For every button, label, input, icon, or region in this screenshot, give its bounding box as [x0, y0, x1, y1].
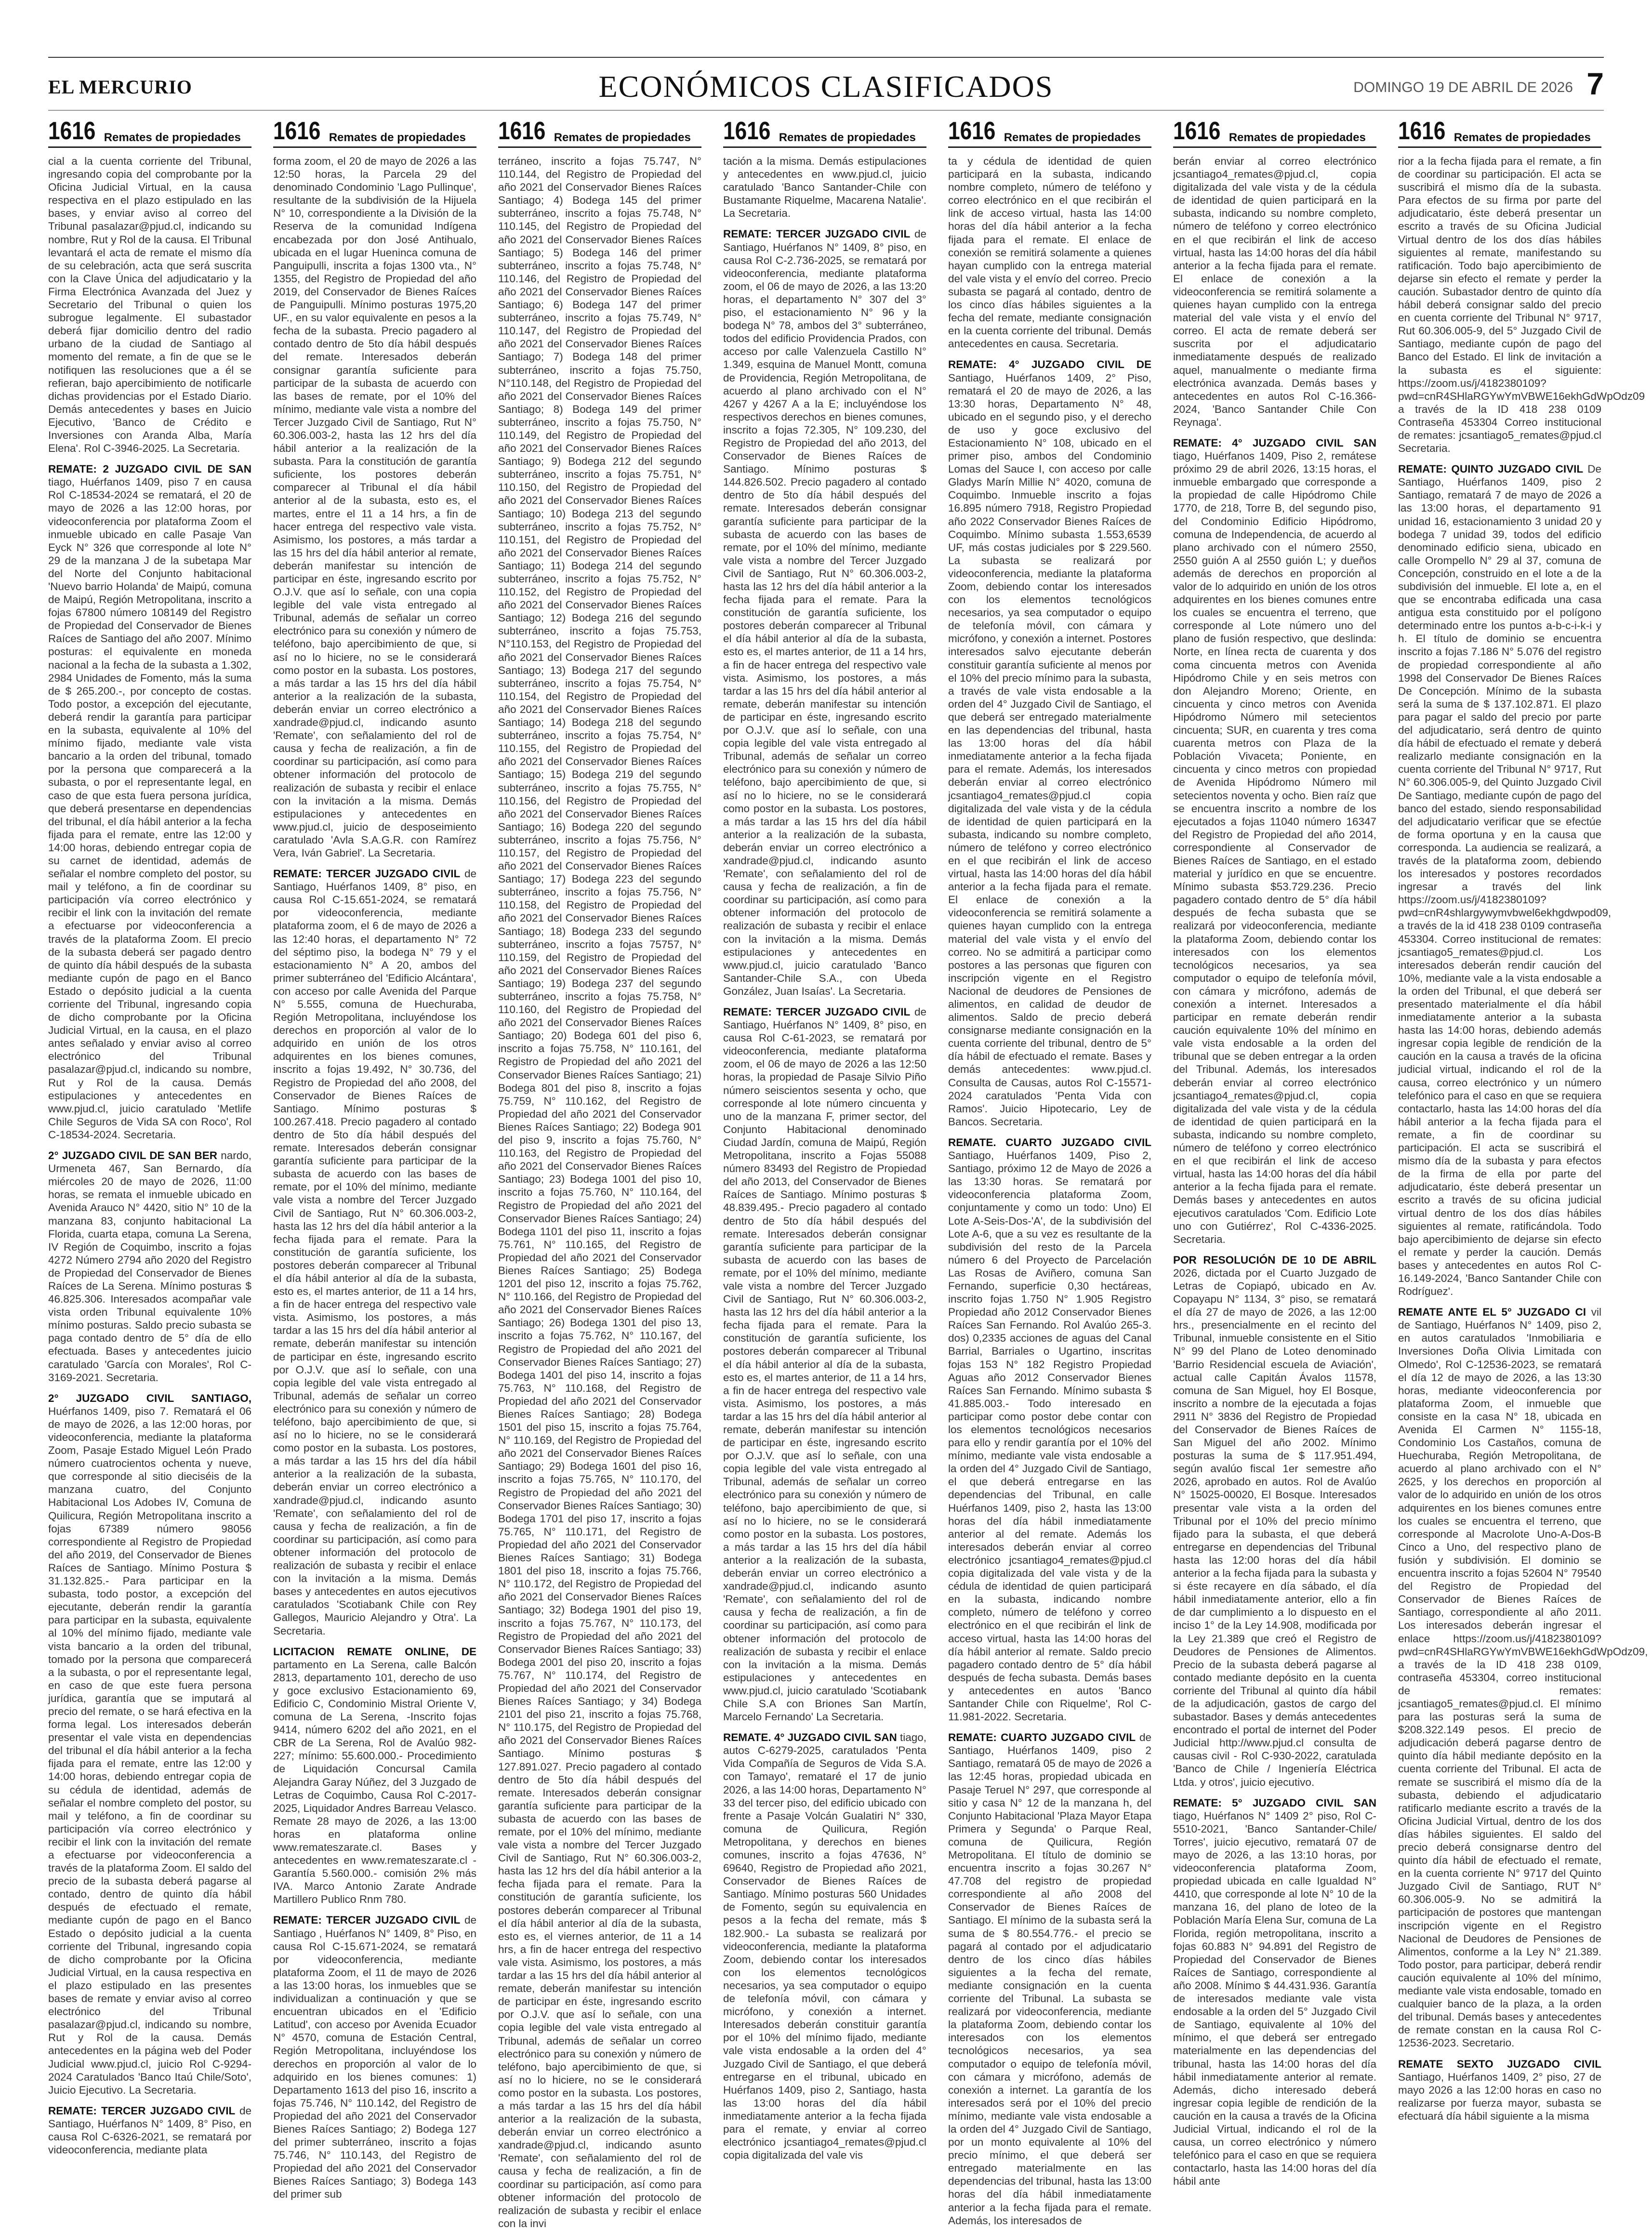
column-body	[498, 155, 701, 2230]
notice-lead: REMATE: TERCER JUZGADO CIVIL	[48, 2104, 239, 2117]
classified-column	[948, 116, 1151, 2227]
column-body	[1398, 155, 1648, 2123]
notice-lead: REMATE. CUARTO JUZGADO CIVIL	[948, 1136, 1151, 1148]
notice-lead: REMATE: 4° JUZGADO CIVIL DE	[948, 358, 1151, 371]
category-code: 1616	[948, 117, 996, 145]
classified-column	[273, 116, 476, 2201]
notice-text: tiago, Huérfanos 1409, piso 7 en causa Rol C-18534-2024 se rematará, el 20 de mayo de 2026 a las 12:00 horas, por videoconferencia por plataforma Zoom el inmueble ubicado en calle Pasaje Van Eyck N° 326 que corresponde al lote N° 29 de la manzana J de la subetapa Mar del Norte del Conjunto habitacional 'Nuevo barrio Holanda' de Maipú, comuna de Maipú, Región Metropolitana, inscrito a fojas 67800 número 108149 del Registro de Propiedad del Conservador de Bienes Raíces de Santiago del año 2007. Mínimo posturas: el equivalente en moneda nacional a la fecha de la subasta a 1.302, 2984 Unidades de Fomento, más la suma de $ 265.200.-, por concepto de costas. Todo postor, a excepción del ejecutante, deberá rendir la garantía para participar en la subasta, equivalente al 10% del mínimo fijado, mediante vale vista bancario a la orden del tribunal, tomado por la persona que comparecerá a la subasta, o por el representante legal, en caso de que esta fuera persona jurídica, que deberá presentarse en dependencias del tribunal, el día hábil anterior a la fecha fijada para el remate, entre las 12:00 y 14:00 horas, debiendo entregar copia de su carnet de identidad, además de señalar el nombre completo del postor, su mail y teléfono, a fin de coordinar su participación vía correo electrónico y recibir el link con la invitación del remate a efectuarse por videoconferencia a través de la plataforma Zoom. El precio de la subasta deberá ser pagado dentro de quinto día hábil después de la subasta mediante cupón de pago en el Banco Estado o depósito judicial a la cuenta corriente del Tribunal, ingresando copia de dicho comprobante por la Oficina Judicial Virtual, en la causa, en el plazo antes señalado y enviar aviso al correo electrónico del Tribunal pasalazar@pjud.cl, indicando su nombre, Rut y Rol de la causa. Demás estipulaciones y antecedentes en www.pjud.cl, juicio caratulado 'Metlife Chile Seguros de Vida SA con Roco', Rol C-18534-2024. Secretaria.	[48, 476, 251, 1141]
notice-text: vil de Santiago, Huérfanos N° 1409, piso 2, en autos caratulados 'Inmobiliaria e Inversiones Doña Olivia Limitada con Olmedo', Rol C-12536-2023, se rematará el día 12 de mayo de 2026, a las 13:30 horas, mediante videoconferencia por plataforma Zoom, el inmueble que consiste en la casa N° 18, ubicada en Avenida El Carmen N° 1155-18, Condominio Los Castaños, comuna de Huechuraba, Región Metropolitana, de acuerdo al plano archivado con el N° 2625, y los derechos en proporción al valor de lo adquirido en unión de los otros adquirentes en los bienes comunes entre los cuales se encuentra el terreno, que corresponde al Macrolote Uno-A-Dos-B Cinco a Uno, del respectivo plano de fusión y subdivisión. El dominio se encuentra inscrito a fojas 52604 N° 79540 del Registro de Propiedad del Conservador de Bienes Raíces de Santiago, correspondiente al año 2011. Los interesados deberán ingresar el enlace https://zoom.us/j/4182380109?pwd=cnR4SHlaRGYwYmVBWE16ekhGdWpOdz09, a través de la ID 418 238 0109, contraseña 453304, correo institucional de remates: jcsantiago5_remates@pjud.cl. El mínimo para las posturas será la suma de $208.322.149 pesos. El precio de adjudicación deberá pagarse dentro de quinto día hábil mediante depósito en la cuenta corriente del Tribunal. El acta de remate se suscribirá el mismo día de la subasta, debiendo el adjudicatario ratificarlo mediante escrito a través de la Oficina Judicial Virtual, dentro de los dos días hábiles siguientes. El saldo del precio deberá consignarse dentro del quinto día hábil de efectuado el remate, en la cuenta corriente N° 9717 del Quinto Juzgado Civil de Santiago, RUT N° 60.306.005-9. No se admitirá la participación de postores que mantengan inscripción vigente en el Registro Nacional de Deudores de Pensiones de Alimentos, conforme a la Ley N° 21.389. Todo postor, para participar, deberá rendir caución equivalente al 10% del mínimo, mediante vale vista endosable, tomado en cualquier banco de la plaza, a la orden del tribunal. Demás bases y antecedentes de remate constan en la causa Rol C-12536-2023. Secretario.	[1398, 1306, 1648, 2049]
column-body	[48, 155, 251, 2156]
notice-lead: REMATE: 5° JUZGADO CIVIL SAN	[1173, 1796, 1376, 1809]
notice-lead: REMATE: CUARTO JUZGADO CIVIL	[948, 1731, 1139, 1744]
masthead-rule	[48, 110, 1604, 111]
category-code: 1616	[498, 117, 546, 145]
column-header	[1398, 116, 1601, 148]
classified-notice	[48, 2104, 251, 2156]
classified-column	[723, 116, 927, 2162]
classifieds-columns	[48, 116, 1648, 2230]
notice-text: forma zoom, el 20 de mayo de 2026 a las 12:50 horas, la Parcela 29 del denominado Condominio 'Lago Pullinque', resultante de la subdivisión de la Hijuela N° 10, correspondiente a la División de la Reserva de la comunidad Indígena encabezada por don José Antihualo, ubicada en el lugar Hueninca comuna de Panguipulli, inscrita a fojas 1300 vta., N° 1355, del Registro de Propiedad del año 2019, del Conservador de Bienes Raíces de Panguipulli. Mínimo posturas 1975,20 UF., en su valor equivalente en pesos a la fecha de la subasta. Precio pagadero al contado dentro de 5to día hábil después del remate. Interesados deberán consignar garantía suficiente para participar de la subasta de acuerdo con las bases de remate, por el 10% del mínimo, mediante vale vista a nombre del Tercer Juzgado Civil de Santiago, Rut N° 60.306.003-2, hasta las 12 hrs del día hábil anterior a la realización de la subasta. Para la constitución de garantía suficiente, los postores deberán comparecer al Tribunal el día hábil anterior al de la subasta, esto es, el martes, entre el 11 a 14 hrs, a fin de hacer entrega del respectivo vale vista. Asimismo, los postores, a más tardar a las 15 hrs del día hábil anterior al remate, deberán manifestar su intención de participar en éste, ingresando escrito por O.J.V. que así lo señale, con una copia legible del vale vista entregado al Tribunal, además de señalar un correo electrónico para su conexión y número de teléfono, bajo apercibimiento de que, si así no lo hiciere, no se le considerará como postor en la subasta. Los postores, a más tardar a las 15 hrs del día hábil anterior a la realización de la subasta, deberán enviar un correo electrónico a xandrade@pjud.cl, indicando asunto 'Remate', con señalamiento del rol de causa y fecha de realización, a fin de coordinar su participación, así como para obtener información del protocolo de realización de subasta y recibir el enlace con la invitación a la misma. Demás estipulaciones y antecedentes en www.pjud.cl, juicio de desposeimiento caratulado 'Avla S.A.G.R. con Ramírez Vera, Iván Gabriel'. La Secretaria.	[273, 155, 476, 859]
column-body	[723, 155, 926, 2162]
notice-text: de Santiago, Huérfanos N° 1409, 8° piso, en causa Rol C-61-2023, se rematará por videoconferencia, mediante plataforma zoom, el 06 de mayo de 2026 a las 12:50 horas, la propiedad de Pasaje Silvio Piño número seiscientos sesenta y ocho, que corresponde al lote número cincuenta y uno de la manzana F, primer sector, del Conjunto Habitacional denominado Ciudad Jardín, comuna de Maipú, Región Metropolitana, inscrito a Fojas 55088 número 83493 del Registro de Propiedad del año 2013, del Conservador de Bienes Raíces de Santiago. Mínimo posturas $ 48.839.495.- Precio pagadero al contado dentro de 5to día hábil después del remate. Interesados deberán consignar garantía suficiente para participar de la subasta de acuerdo con las bases de remate, por el 10% del mínimo, mediante vale vista a nombre del Tercer Juzgado Civil de Santiago, Rut N° 60.306.003-2, hasta las 12 hrs del día hábil anterior a la fecha fijada para el remate. Para la constitución de garantía suficiente, los postores deberán comparecer al Tribunal el día hábil anterior al día de la subasta, esto es, el martes anterior, de 11 a 14 hrs, a fin de hacer entrega del respectivo vale vista. Asimismo, los postores, a más tardar a las 15 hrs del día hábil anterior al remate, deberán manifestar su intención de participar en éste, ingresando escrito por O.J.V. que así lo señale, con una copia legible del vale vista entregado al Tribunal, además de señalar un correo electrónico para su conexión y número de teléfono, bajo apercibimiento de que, si así no lo hiciere, no se le considerará como postor en la subasta. Los postores, a más tardar a las 15 hrs del día hábil anterior a la realización de la subasta, deberán enviar un correo electrónico a xandrade@pjud.cl, indicando asunto 'Remate', con señalamiento del rol de causa y fecha de realización, a fin de coordinar su participación, así como para obtener información del protocolo de realización de subasta y recibir el enlace con la invitación a la misma. Demás estipulaciones y antecedentes en www.pjud.cl, juicio caratulado 'Scotiabank Chile S.A con Briones San Martín, Marcelo Fernando' La Secretaria.	[723, 1006, 926, 1723]
notice-text: rior a la fecha fijada para el remate, a fin de coordinar su participación. El acta se suscribirá el mismo día de la subasta. Para efectos de su firma por parte del adjudicatario, éste deberá presentar un escrito a través de su Oficina Judicial Virtual dentro de los dos días hábiles siguientes al remate, manifestando su ratificación. Todo bajo apercibimiento de dejarse sin efecto el remate y perder la caución. Subastador dentro de quinto día hábil deberá consignar saldo del precio en cuenta corriente del Tribunal N° 9717, Rut 60.306.005-9, del 5° Juzgado Civil de Santiago, mediante cupón de pago del Banco del Estado. El link de invitación a la subasta es el siguiente: https://zoom.us/j/4182380109?pwd=cnR4SHlaRGYwYmVBWE16ekhGdWpOdz09 a través de la ID 418 238 0109 Contraseña 453304 Correo institucional de remates: jcsantiago5_remates@pjud.cl Secretaria.	[1398, 155, 1645, 455]
classified-notice	[48, 155, 251, 455]
notice-lead: REMATE: 2 JUZGADO CIVIL DE SAN	[48, 463, 251, 475]
notice-lead: REMATE: TERCER JUZGADO CIVIL	[273, 868, 464, 880]
section-title: ECONÓMICOS CLASIFICADOS	[598, 69, 1054, 104]
classified-notice	[1398, 2058, 1601, 2123]
column-body	[948, 155, 1151, 2227]
notice-lead: REMATE. 4° JUZGADO CIVIL SAN	[723, 1731, 900, 1744]
classified-notice	[723, 1005, 926, 1723]
classified-notice	[1398, 1306, 1648, 2049]
classified-notice	[723, 227, 926, 998]
column-body	[273, 155, 476, 2201]
notice-text: De Santiago, Huérfanos 1409, piso 2 Santiago, rematará 7 de mayo de 2026 a las 13:00 horas, el departamento 91 unidad 16, estacionamiento 3 unidad 20 y bodega 7 unidad 39, todos del edificio denominado edificio siena, ubicado en calle Orompello N° 29 al 37, comuna de Concepción, construido en el lote a de la subdivisión del inmueble. El lote a, en el que se encontraba edificada una casa antigua esta constituido por el polígono determinado entre los puntos a-b-c-i-k-i y h. El título de dominio se encuentra inscrito a fojas 7.186 N° 5.076 del registro de propiedad correspondiente al año 1998 del Conservador De Bienes Raíces De Concepción. Mínimo de la subasta será la suma de $ 137.102.871. El plazo para pagar el saldo del precio por parte del adjudicatario, será dentro de quinto día hábil de efectuado el remate y deberá realizarlo mediante consignación en la cuenta corriente del Tribunal N° 9717, Rut N° 60.306.005-9, del Quinto Juzgado Civil De Santiago, mediante cupón de pago del banco del estado, siendo responsabilidad del adjudicatario verificar que se efectúe de forma oportuna y en la causa que corresponda. La audiencia se realizará, a través de la plataforma zoom, debiendo los interesados y postores recordados ingresar a través del link https://zoom.us/j/4182380109?pwd=cnR4shlargywymvbwel6ekhgdwpod09, a través de la id 418 238 0109 contraseña 453304. Correo institucional de remates: jcsantiago5_remates@pjud.cl. Los interesados deberán rendir caución del 10%, mediante vale a la vista endosable a la orden del Tribunal, el que deberá ser presentado materialmente el día hábil inmediatamente anterior a la subasta hasta las 14:00 horas, debiendo además ingresar copia legible de rendición de la caución en la causa a través de la oficina judicial virtual, indicando el rol de la causa, correo electrónico y un número telefónico para el caso en que se requiera contactarlo, hasta las 14:00 horas del día hábil anterior a la fecha fijada para el remate, a fin de coordinar su participación. El acta se suscribirá el mismo día de la subasta y para efectos de la firma de ella por parte del adjudicatario, éste deberá presentar un escrito a través de su oficina judicial virtual dentro de los dos días hábiles siguientes al remate, ratificándola. Todo bajo apercibimiento de dejarse sin efecto el remate y perder la caución. Demás bases y antecedentes en autos Rol C-16.149-2024, 'Banco Santander Chile con Rodríguez'.	[1398, 463, 1612, 1298]
page-number: 7	[1586, 66, 1604, 101]
column-header	[273, 116, 476, 148]
classified-column	[1398, 116, 1648, 2122]
classified-notice	[48, 462, 251, 1141]
top-rule	[48, 57, 1604, 58]
notice-lead: REMATE SEXTO JUZGADO CIVIL	[1398, 2058, 1601, 2070]
column-header	[723, 116, 926, 148]
classified-notice	[1173, 155, 1376, 429]
notice-text: tiago, autos C-6279-2025, caratulados 'Penta Vida Compañía de Seguros de Vida S.A. con Tamayo', remataré el 17 de junio 2026, a las 14:00 horas, Departamento N° 33 del tercer piso, del edificio ubicado con frente a Pasaje Volcán Gualatiri N° 330, comuna de Quilicura, Región Metropolitana, y derechos en bienes comunes, inscrito a fojas 47636, N° 69640, Registro de Propiedad año 2021, Conservador de Bienes Raíces de Santiago. Mínimo posturas 560 Unidades de Fomento, según su equivalencia en pesos a la fecha del remate, más $ 182.900.- La subasta se realizará por videoconferencia, mediante la plataforma Zoom, debiendo contar los interesados con los elementos tecnológicos necesarios, ya sea computador o equipo de telefonía móvil, con cámara y micrófono, y conexión a internet. Interesados deberán constituir garantía por el 10% del mínimo fijado, mediante vale vista endosable a la orden del 4° Juzgado Civil de Santiago, el que deberá entregarse en el tribunal, ubicado en Huérfanos 1409, piso 2, Santiago, hasta las 13:00 horas del día hábil inmediatamente anterior a la fecha fijada para el remate, y enviar al correo electrónico jcsantiago4_remates@pjud.cl copia digitalizada del vale vis	[723, 1731, 927, 2162]
classified-notice	[1173, 1796, 1376, 2188]
notice-lead: LICITACION REMATE ONLINE, DE	[273, 1645, 476, 1658]
notice-text: ta y cédula de identidad de quien participará en la subasta, indicando nombre completo, número de teléfono y correo electrónico en el que recibirán el link de acceso virtual, hasta las 14:00 horas del día hábil anterior a la fecha fijada para el remate. El enlace de conexión se remitirá solamente a quienes hayan cumplido con la entrega material del vale vista y el envío del correo. Precio subasta se pagará al contado, dentro de los cinco días hábiles siguientes a la fecha del remate, mediante consignación en la cuenta corriente del tribunal. Demás antecedentes en causa. Secretaria.	[948, 155, 1151, 350]
classified-notice	[948, 1136, 1151, 1723]
notice-text: de Santiago, Huérfanos N° 1409, 8° Piso, en causa Rol C-6326-2021, se rematará por videoconferencia, mediante plata	[48, 2104, 251, 2156]
notice-text: Huérfanos 1409, piso 7. Rematará el 06 de mayo de 2026, a las 12:00 horas, por videoconferencia, mediante la plataforma Zoom, Pasaje Estado Miguel León Prado número cuatrocientos ochenta y nueve, que corresponde al sitio dieciséis de la manzana cuatro, del Conjunto Habitacional Los Adobes IV, Comuna de Quilicura, Región Metropolitana inscrito a fojas 67389 número 98056 correspondiente al Registro de Propiedad del año 2019, del Conservador de Bienes Raíces de Santiago. Mínimo Postura $ 31.132.825.- Para participar en la subasta, todo postor, a excepción del ejecutante, deberán rendir la garantía para participar en la subasta, equivalente al 10% del mínimo fijado, mediante vale vista bancario a la orden del tribunal, tomado por la persona que comparecerá a la subasta, o por el representante legal, en caso de que este fuera persona jurídica, garantía que se imputará al precio del remate, o se hará efectiva en la forma legal. Los interesados deberán presentar el vale vista en dependencias del tribunal el día hábil anterior a la fecha fijada para el remate, entre las 12:00 y 14:00 horas, debiendo entregar copia de su cédula de identidad, además de señalar el nombre completo del postor, su mail y teléfono, a fin de coordinar su participación vía correo electrónico y recibir el link con la invitación del remate a efectuarse por videoconferencia a través de la plataforma Zoom. El saldo del precio de la subasta deberá pagarse al contado, dentro de quinto día hábil después de efectuado el remate, mediante cupón de pago en el Banco Estado o depósito judicial a la cuenta corriente del Tribunal, ingresando copia de dicho comprobante por la Oficina Judicial Virtual, en la causa respectiva en el plazo estipulado en las presentes bases de remate y enviar aviso al correo electrónico del Tribunal pasalazar@pjud.cl, indicando su nombre, Rut y Rol de la causa. Demás antecedentes en la página web del Poder Judicial www.pjud.cl, juicio Rol C-9294-2024 Caratulados 'Banco Itaú Chile/Soto', Juicio Ejecutivo. La Secretaria.	[48, 1405, 251, 2096]
category-code: 1616	[48, 117, 96, 145]
notice-text: nardo, Urmeneta 467, San Bernardo, día miércoles 20 de mayo de 2026, 11:00 horas, se remata el inmueble ubicado en Avenida Arauco N° 4420, sitio N° 10 de la manzana 83, conjunto habitacional La Florida, cuarta etapa, comuna La Serena, IV Región de Coquimbo, inscrito a fojas 4272 Número 2794 año 2020 del Registro de Propiedad del Conservador de Bienes Raíces de La Serena. Mínimo posturas $ 46.825.306. Interesados acompañar vale vista orden Tribunal equivalente 10% mínimo posturas. Saldo precio subasta se paga contado dentro de 5° día de ello efectuada. Bases y antecedentes juicio caratulado 'García con Morales', Rol C-3169-2021. Secretaria.	[48, 1149, 251, 1384]
notice-text: 2026, dictada por el Cuarto Juzgado de Letras de Copiapó, ubicado en Av. Copayapu N° 1134, 3° piso, se rematará el día 27 de mayo de 2026, a las 12:00 hrs., presencialmente en el recinto del Tribunal, inmueble consistente en el Sitio N° 99 del Plano de Loteo denominado 'Barrio Residencial escuela de Aviación', actual calle Capitán Ávalos 11578, comuna de San Miguel, hoy El Bosque, inscrito a nombre de la ejecutada a fojas 2911 N° 3836 del Registro de Propiedad del Conservador de Bienes Raíces de San Miguel del año 2002. Mínimo posturas la suma de $ 117.951.494, según avalúo fiscal 1er semestre año 2026, aprobado en autos. Rol de Avalúo N° 15025-00020, El Bosque. Interesados presentar vale vista a la orden del Tribunal por el 10% del precio mínimo fijado para la subasta, el que deberá entregarse en dependencias del Tribunal hasta las 12:00 horas del día hábil anterior a la fecha fijada para la subasta y si éste recayere en día sábado, el día hábil inmediatamente anterior, ello a fin de dar cumplimiento a lo dispuesto en el inciso 1° de la Ley 14.908, modificada por la Ley 21.389 que creó el Registro de Deudores de Pensiones de Alimentos. Precio de la subasta deberá pagarse al contado mediante depósito en la cuenta corriente del Tribunal al quinto día hábil de la adjudicación, gastos de cargo del subastador. Bases y demás antecedentes encontrado el portal de internet del Poder Judicial http://www.pjud.cl consulta de causas civil - Rol C-930-2022, caratulada 'Banco de Chile / Ingeniería Eléctrica Ltda. y otros', juicio ejecutivo.	[1173, 1267, 1376, 1788]
notice-text: Santiago, Huérfanos 1409, Piso 2, Santiago, próximo 12 de Mayo de 2026 a las 13:30 horas. Se rematará por videoconferencia plataforma Zoom, conjuntamente y como un todo: Uno) El Lote A-Seis-Dos-'A', de la subdivisión del Lote A-6, que a su vez es resultante de la subdivisión del resto de la Parcela número 6 del Proyecto de Parcelación Las Rosas de Aviñero, comuna San Fernando, superficie 0,30 hectáreas, inscrito fojas 1.750 N° 1.905 Registro Propiedad año 2012 Conservador Bienes Raíces San Fernando. Rol Avalúo 265-3. dos) 0,2335 acciones de aguas del Canal Barrial, Barriales o Ugartino, inscritas fojas 153 N° 182 Registro Propiedad Aguas año 2012 Conservador Bienes Raíces San Fernando. Mínimo subasta $ 41.885.003.- Todo interesado en participar como postor debe contar con los elementos tecnológicos necesarios para ello y rendir garantía por el 10% del mínimo, mediante vale vista endosable a la orden del 4° Juzgado Civil de Santiago, el que deberá entregarse en las dependencias del Tribunal, en calle Huérfanos 1409, piso 2, hasta las 13:00 horas del día hábil inmediatamente anterior al del remate. Además los interesados deberán enviar al correo electrónico jcsantiago4_remates@pjud.cl copia digitalizada del vale vista y de la cédula de identidad de quien participará en la subasta, indicando nombre completo, número de teléfono y correo electrónico en el que recibirán el link de acceso virtual, hasta las 14:00 horas del día hábil anterior al remate. Saldo precio pagadero contado dentro de 5° día hábil después de fecha subasta. Demás bases y antecedentes en autos 'Banco Santander Chile con Riquelme', Rol C-11.981-2022. Secretaria.	[948, 1149, 1151, 1723]
classified-notice	[48, 1149, 251, 1384]
classified-notice	[948, 358, 1151, 1128]
classified-notice	[498, 155, 701, 2230]
notice-text: cial a la cuenta corriente del Tribunal, ingresando copia del comprobante por la Oficina Judicial Virtual, en la causa respectiva en el plazo estipulado en las bases, y enviar aviso al correo del Tribunal pasalazar@pjud.cl, indicando su nombre, Rut y Rol de la causa. El Tribunal levantará el acta de remate el mismo día de su celebración, acta que será suscrita con la Clave Única del adjudicatario y la Firma Electrónica Avanzada del Juez y Secretario del Tribunal o quien los subrogue legalmente. El subastador deberá fijar domicilio dentro del radio urbano de la ciudad de Santiago al momento del remate, a fin de que se le notifiquen las resoluciones que a él se refieran, bajo apercibimiento de notificarle dichas providencias por el Estado Diario. Demás antecedentes y bases en Juicio Ejecutivo, 'Banco de Crédito e Inversiones con Aranda Alba, María Elena'. Rol C-3946-2025. La Secretaria.	[48, 155, 251, 455]
column-body	[1173, 155, 1376, 2188]
classified-column	[48, 116, 251, 2156]
classified-notice	[948, 1731, 1151, 2227]
classified-notice	[1398, 155, 1645, 455]
classified-notice	[273, 1913, 476, 2201]
notice-lead: REMATE: QUINTO JUZGADO CIVIL	[1398, 463, 1588, 475]
classified-column	[1173, 116, 1376, 2188]
notice-text: tiago, Huérfanos N° 1409 2° piso, Rol C-5510-2021, 'Banco Santander-Chile/ Torres', juicio ejecutivo, rematará 07 de mayo de 2026, a las 13:10 horas, por videoconferencia plataforma Zoom, propiedad ubicada en calle Igualdad N° 4410, que corresponde al lote N° 10 de la manzana 16, del plano de loteo de la Población María Elena Sur, comuna de La Florida, región metropolitana, inscrito a fojas 60.883 N° 94.891 del Registro de Propiedad del Conservador de Bienes Raíces de Santiago, correspondiente al año 2008. Mínimo $ 44.431.936. Garantía de interesados mediante vale vista endosable a la orden del 5° Juzgado Civil de Santiago, equivalente al 10% del mínimo, el que deberá ser entregado materialmente en las dependencias del tribunal, hasta las 14:00 horas del día hábil inmediatamente anterior al remate. Además, dicho interesado deberá ingresar copia legible de rendición de la caución en la causa a través de la Oficina Judicial Virtual, indicando el rol de la causa, un correo electrónico y número telefónico para el caso en que se requiera contactarlo, hasta las 14:00 horas del día hábil ante	[1173, 1809, 1376, 2188]
issue-date: DOMINGO 19 DE ABRIL DE 2026	[1353, 79, 1573, 95]
category-code: 1616	[1173, 117, 1221, 145]
notice-text: de Santiago, Huérfanos N° 1409, 8° piso, en causa Rol C-2.736-2025, se rematará por videoconferencia, mediante plataforma zoom, el 06 de mayo de 2026, a las 13:20 horas, el departamento N° 307 del 3° piso, el estacionamiento N° 96 y la bodega N° 78, ambos del 3° subterráneo, todos del edificio Providencia Prados, con acceso por calle Valenzuela Castillo N° 1.349, esquina de Manuel Montt, comuna de Providencia, Región Metropolitana, de acuerdo al plano archivado con el N° 4267 y 4267 A a la E; incluyéndose los respectivos derechos en bienes comunes, inscrito a fojas 72.305, N° 109.230, del Registro de Propiedad del año 2013, del Conservador de Bienes Raíces de Santiago. Mínimo posturas $ 144.826.502. Precio pagadero al contado dentro de 5to día hábil después del remate. Interesados deberán consignar garantía suficiente para participar de la subasta de acuerdo con las bases de remate, por el 10% del mínimo, mediante vale vista a nombre del Tercer Juzgado Civil de Santiago, Rut N° 60.306.003-2, hasta las 12 hrs del día hábil anterior a la fecha fijada para el remate. Para la constitución de garantía suficiente, los postores deberán comparecer al Tribunal el día hábil anterior al día de la subasta, esto es, el martes anterior, de 11 a 14 hrs, a fin de hacer entrega del respectivo vale vista. Asimismo, los postores, a más tardar a las 15 hrs del día hábil anterior al remate, deberán manifestar su intención de participar en éste, ingresando escrito por O.J.V. que así lo señale, con una copia legible del vale vista entregado al Tribunal, además de señalar un correo electrónico para su conexión y número de teléfono, bajo apercibimiento de que, si así no lo hiciere, no se le considerará como postor en la subasta. Los postores, a más tardar a las 15 hrs del día hábil anterior a la realización de la subasta, deberán enviar un correo electrónico a xandrade@pjud.cl, indicando asunto 'Remate', con señalamiento del rol de causa y fecha de realización, a fin de coordinar su participación, así como para obtener información del protocolo de realización de subasta y recibir el enlace con la invitación a la misma. Demás estipulaciones y antecedentes en www.pjud.cl, juicio caratulado 'Banco Santander-Chile S.A., con Ubeda González, Juan Isaías'. La Secretaria.	[723, 228, 926, 997]
notice-text: tiago, Huérfanos 1409, Piso 2, remátese próximo 29 de abril 2026, 13:15 horas, el inmueble embargado que corresponde a la propiedad de calle Hipódromo Chile 1770, de 218, Torre B, del segundo piso, del Condominio Edificio Hipódromo, comuna de Independencia, de acuerdo al plano archivado con el número 2550, 2550 guión A al 2550 guión L; y dueños además de derechos en proporción al valor de lo adquirido en unión de los otros adquirentes en los bienes comunes entre los cuales se encuentra el terreno, que corresponde al Lote número uno del plano de fusión respectivo, que deslinda: Norte, en línea recta de cuarenta y dos coma cincuenta metros con Avenida Hipódromo Chile y en seis metros con don Alejandro Moreno; Oriente, en cincuenta y cinco metros con Avenida Hipódromo Número mil setecientos cincuenta; SUR, en cuarenta y tres coma cuarenta metros con Plaza de la Población Vivaceta; Poniente, en cincuenta y cinco metros con propiedad de Avenida Hipódromo Número mil setecientos noventa y ocho. Bien raíz que se encuentra inscrito a nombre de los ejecutados a fojas 11040 número 16347 del Registro de Propiedad del año 2014, correspondiente al Conservador de Bienes Raíces de Santiago, en el estado material y jurídico en que se encuentre. Mínimo subasta $53.729.236. Precio pagadero contado dentro de 5° día hábil después de fecha subasta que se realizará por videoconferencia, mediante la plataforma Zoom, debiendo contar los interesados con los elementos tecnológicos necesarios, ya sea computador o equipo de telefonía móvil, con cámara y micrófono, además de conexión a internet. Interesados a participar en remate deberán rendir caución equivalente 10% del mínimo en vale vista endosable a la orden del tribunal que se deben entregar a la orden del Tribunal. Además, los interesados deberán enviar al correo electrónico jcsantiago4_remates@pjud.cl, copia digitalizada del vale vista y de la cédula de identidad de quien participará en la subasta, indicando su nombre completo, número de teléfono y correo electrónico en el que recibirán el link de acceso virtual, hasta las 14:00 horas del día hábil anterior a la fecha fijada para el remate. Demás bases y antecedentes en autos ejecutivos caratulados 'Com. Edificio Lote uno con Gutiérrez', Rol C-4336-2025. Secretaria.	[1173, 450, 1376, 1245]
classified-notice	[273, 155, 476, 859]
classified-notice	[1173, 1254, 1376, 1789]
column-header	[948, 116, 1151, 148]
masthead	[48, 65, 1604, 113]
classified-notice	[1173, 436, 1376, 1246]
notice-text: de Santiago, Huérfanos 1409, piso 2 Santiago, rematará 05 de mayo de 2026 a las 12:45 horas, propiedad ubicada en Pasaje Teruel N° 297, que corresponde al sitio y casa N° 12 de la manzana h, del Conjunto Habitacional 'Plaza Mayor Etapa Primera y Segunda' o Parque Real, comuna de Quilicura, Región Metropolitana. El título de dominio se encuentra inscrito a fojas 30.267 N° 47.708 del registro de propiedad correspondiente al año 2008 del Conservador de Bienes Raíces de Santiago. El mínimo de la subasta será la suma de $ 80.554.776.- el precio se pagará al contado por el adjudicatario dentro de los cinco días hábiles siguientes a la fecha del remate, mediante consignación en la cuenta corriente del Tribunal. La subasta se realizará por videoconferencia, mediante la plataforma Zoom, debiendo contar los interesados con los elementos tecnológicos necesarios, ya sea computador o equipo de telefonía móvil, con cámara y micrófono, además de conexión a internet. La garantía de los interesados será por el 10% del precio mínimo, mediante vale vista endosable a la orden del 4° Juzgado Civil de Santiago, por un monto equivalente al 10% del precio mínimo, el que deberá ser entregado materialmente en las dependencias del tribunal, hasta las 13:00 horas del día hábil inmediatamente anterior a la fecha fijada para el remate. Además, los interesados de	[948, 1731, 1151, 2227]
category-label: Remates de propiedades	[1004, 131, 1141, 144]
classified-notice	[723, 1731, 926, 2162]
column-header	[498, 116, 701, 148]
notice-lead: 2° JUZGADO CIVIL DE SAN BER	[48, 1149, 221, 1162]
notice-lead: 2° JUZGADO CIVIL SANTIAGO,	[48, 1392, 251, 1404]
category-label: Remates de propiedades	[554, 131, 691, 144]
classified-notice	[723, 155, 926, 220]
classified-column	[498, 116, 701, 2230]
notice-lead: REMATE: TERCER JUZGADO CIVIL	[723, 1006, 914, 1018]
notice-text: de Santiago, Huérfanos 1409, 8° piso, en causa Rol C-15.651-2024, se rematará por videoconferencia, mediante plataforma zoom, el 6 de mayo de 2026 a las 12:40 horas, el departamento N° 72 del séptimo piso, la bodega N° 79 y el estacionamiento N° A 20, ambos del primer subterráneo del 'Edificio Alcántara', con acceso por calle Avenida del Parque N° 5.555, comuna de Huechuraba, Región Metropolitana, incluyéndose los derechos en proporción al valor de lo adquirido en unión de los otros adquirentes en los bienes comunes, inscrito a fojas 19.492, N° 30.736, del Registro de Propiedad del año 2008, del Conservador de Bienes Raíces de Santiago. Mínimo posturas $ 100.267.418. Precio pagadero al contado dentro de 5to día hábil después del remate. Interesados deberán consignar garantía suficiente para participar de la subasta de acuerdo con las bases de remate, por el 10% del mínimo, mediante vale vista a nombre del Tercer Juzgado Civil de Santiago, Rut N° 60.306.003-2, hasta las 12 hrs del día hábil anterior a la fecha fijada para el remate. Para la constitución de garantía suficiente, los postores deberán comparecer al Tribunal el día hábil anterior al día de la subasta, esto es, el martes anterior, de 11 a 14 hrs, a fin de hacer entrega del respectivo vale vista. Asimismo, los postores, a más tardar a las 15 hrs del día hábil anterior al remate, deberán manifestar su intención de participar en éste, ingresando escrito por O.J.V. que así lo señale, con una copia legible del vale vista entregado al Tribunal, además de señalar un correo electrónico para su conexión y número de teléfono, bajo apercibimiento de que, si así no lo hiciere, no se le considerará como postor en la subasta. Los postores, a más tardar a las 15 hrs del día hábil anterior a la realización de la subasta, deberán enviar un correo electrónico a xandrade@pjud.cl, indicando asunto 'Remate', con señalamiento del rol de causa y fecha de realización, a fin de coordinar su participación, así como para obtener información del protocolo de realización de subasta y recibir el enlace con la invitación a la misma. Demás bases y antecedentes en autos ejecutivos caratulados 'Scotiabank Chile con Rey Gallegos, Mauricio Alejandro y Otra'. La Secretaria.	[273, 868, 476, 1637]
notice-text: Santiago, Huérfanos 1409, 2° piso, 27 de mayo 2026 a las 12:00 horas en caso no realizarse por fuerza mayor, subasta se efectuará día hábil siguiente a la misma	[1398, 2071, 1601, 2122]
classified-notice	[273, 1645, 476, 1906]
category-label: Remates de propiedades	[779, 131, 916, 144]
notice-text: berán enviar al correo electrónico jcsantiago4_remates@pjud.cl, copia digitalizada del vale vista y de la cédula de identidad de quien participará en la subasta, indicando su nombre completo, número de teléfono y correo electrónico en el que recibirán el link de acceso virtual, hasta las 14:00 horas del día hábil anterior a la fecha fijada para el remate. El enlace de conexión a la videoconferencia se remitirá solamente a quienes hayan cumplido con la entrega material del vale vista y el envío del correo. El acta de remate deberá ser suscrita por el adjudicatario inmediatamente después de realizado aquel, manualmente o mediante firma electrónica avanzada. Demás bases y antecedentes en autos Rol C-16.366-2024, 'Banco Santander Chile Con Reynaga'.	[1173, 155, 1376, 428]
notice-text: terráneo, inscrito a fojas 75.747, N° 110.144, del Registro de Propiedad del año 2021 del Conservador Bienes Raíces Santiago; 4) Bodega 145 del primer subterráneo, inscrito a fojas 75.748, N° 110.145, del Registro de Propiedad del año 2021 del Conservador Bienes Raíces Santiago; 5) Bodega 146 del primer subterráneo, inscrito a fojas 75.748, N° 110.146, del Registro de Propiedad del año 2021 del Conservador Bienes Raíces Santiago; 6) Bodega 147 del primer subterráneo, inscrito a fojas 75.749, N° 110.147, del Registro de Propiedad del año 2021 del Conservador Bienes Raíces Santiago; 7) Bodega 148 del primer subterráneo, inscrito a fojas 75.750, N°110.148, del Registro de Propiedad del año 2021 del Conservador Bienes Raíces Santiago; 8) Bodega 149 del primer subterráneo, inscrito a fojas 75.750, N° 110.149, del Registro de Propiedad del año 2021 del Conservador Bienes Raíces Santiago; 9) Bodega 212 del segundo subterráneo, inscrito a fojas 75.751, N° 110.150, del Registro de Propiedad del año 2021 del Conservador Bienes Raíces Santiago; 10) Bodega 213 del segundo subterráneo, inscrito a fojas 75.752, N° 110.151, del Registro de Propiedad del año 2021 del Conservador Bienes Raíces Santiago; 11) Bodega 214 del segundo subterráneo, inscrito a fojas 75.752, N° 110.152, del Registro de Propiedad del año 2021 del Conservador Bienes Raíces Santiago; 12) Bodega 216 del segundo subterráneo, inscrito a fojas 75.753, N°110.153, del Registro de Propiedad del año 2021 del Conservador Bienes Raíces Santiago; 13) Bodega 217 del segundo subterráneo, inscrito a fojas 75.754, N° 110.154, del Registro de Propiedad del año 2021 del Conservador Bienes Raíces Santiago; 14) Bodega 218 del segundo subterráneo, inscrito a fojas 75.754, N° 110.155, del Registro de Propiedad del año 2021 del Conservador Bienes Raíces Santiago; 15) Bodega 219 del segundo subterráneo, inscrito a fojas 75.755, N° 110.156, del Registro de Propiedad del año 2021 del Conservador Bienes Raíces Santiago; 16) Bodega 220 del segundo subterráneo, inscrito a fojas 75.756, N° 110.157, del Registro de Propiedad del año 2021 del Conservador Bienes Raíces Santiago; 17) Bodega 223 del segundo subterráneo, inscrito a fojas 75.756, N° 110.158, del Registro de Propiedad del año 2021 del Conservador Bienes Raíces Santiago; 18) Bodega 233 del segundo subterráneo, inscrito a fojas 75757, N° 110.159, del Registro de Propiedad del año 2021 del Conservador Bienes Raíces Santiago; 19) Bodega 237 del segundo subterráneo, inscrito a fojas 75.758, N° 110.160, del Registro de Propiedad del año 2021 del Conservador Bienes Raíces Santiago; 20) Bodega 601 del piso 6, inscrito a fojas 75.758, N° 110.161, del Registro de Propiedad del año 2021 del Conservador Bienes Raíces Santiago; 21) Bodega 801 del piso 8, inscrito a fojas 75.759, N° 110.162, del Registro de Propiedad del año 2021 del Conservador Bienes Raíces Santiago; 22) Bodega 901 del piso 9, inscrito a fojas 75.760, N° 110.163, del Registro de Propiedad del año 2021 del Conservador Bienes Raíces Santiago; 23) Bodega 1001 del piso 10, inscrito a fojas 75.760, N° 110.164, del Registro de Propiedad del año 2021 del Conservador Bienes Raíces Santiago; 24) Bodega 1101 del piso 11, inscrito a fojas 75.761, N° 110.165, del Registro de Propiedad del año 2021 del Conservador Bienes Raíces Santiago; 25) Bodega 1201 del piso 12, inscrito a fojas 75.762, N° 110.166, del Registro de Propiedad del año 2021 del Conservador Bienes Raíces Santiago; 26) Bodega 1301 del piso 13, inscrito a fojas 75.762, N° 110.167, del Registro de Propiedad del año 2021 del Conservador Bienes Raíces Santiago; 27) Bodega 1401 del piso 14, inscrito a fojas 75.763, N° 110.168, del Registro de Propiedad del año 2021 del Conservador Bienes Raíces Santiago; 28) Bodega 1501 del piso 15, inscrito a fojas 75.764, N° 110.169, del Registro de Propiedad del año 2021 del Conservador Bienes Raíces Santiago; 29) Bodega 1601 del piso 16, inscrito a fojas 75.765, N° 110.170, del Registro de Propiedad del año 2021 del Conservador Bienes Raíces Santiago; 30) Bodega 1701 del piso 17, inscrito a fojas 75.765, N° 110.171, del Registro de Propiedad del año 2021 del Conservador Bienes Raíces Santiago; 31) Bodega 1801 del piso 18, inscrito a fojas 75.766, N° 110.172, del Registro de Propiedad del año 2021 del Conservador Bienes Raíces Santiago; 32) Bodega 1901 del piso 19, inscrito a fojas 75.767, N° 110.173, del Registro de Propiedad del año 2021 del Conservador Bienes Raíces Santiago; 33) Bodega 2001 del piso 20, inscrito a fojas 75.767, N° 110.174, del Registro de Propiedad del año 2021 del Conservador Bienes Raíces Santiago; y 34) Bodega 2101 del piso 21, inscrito a fojas 75.768, N° 110.175, del Registro de Propiedad del año 2021 del Conservador Bienes Raíces Santiago. Mínimo posturas $ 127.891.027. Precio pagadero al contado dentro de 5to día hábil después del remate. Interesados deberán consignar garantía suficiente para participar de la subasta de acuerdo con las bases de remate, por el 10% del mínimo, mediante vale vista a nombre del Tercer Juzgado Civil de Santiago, Rut N° 60.306.003-2, hasta las 12 hrs del día hábil anterior a la fecha fijada para el remate. Para la constitución de garantía suficiente, los postores deberán comparecer al Tribunal el día hábil anterior al día de la subasta, esto es, el viernes anterior, de 11 a 14 hrs, a fin de hacer entrega del respectivo vale vista. Asimismo, los postores, a más tardar a las 15 hrs del día hábil anterior al remate, deberán manifestar su intención de participar en éste, ingresando escrito por O.J.V. que así lo señale, con una copia legible del vale vista entregado al Tribunal, además de señalar un correo electrónico para su conexión y número de teléfono, bajo apercibimiento de que, si así no lo hiciere, no se le considerará como postor en la subasta. Los postores, a más tardar a las 15 hrs del día hábil anterior a la realización de la subasta, deberán enviar un correo electrónico a xandrade@pjud.cl, indicando asunto 'Remate', con señalamiento del rol de causa y fecha de realización, a fin de coordinar su participación, así como para obtener información del protocolo de realización de subasta y recibir el enlace con la invi	[498, 155, 701, 2230]
classified-notice	[948, 155, 1151, 350]
category-label: Remates de propiedades	[329, 131, 466, 144]
notice-text: partamento en La Serena, calle Balcón 2813, departamento 101, derecho de uso y goce exclusivo Estacionamiento 69, Edificio C, Condominio Mistral Oriente V, comuna de La Serena, -Inscrito fojas 9414, número 6202 del año 2021, en el CBR de La Serena, Rol de Avalúo 982-227; mínimo: 55.600.000.- Procedimiento de Liquidación Concursal Camila Alejandra Garay Núñez, del 3 Juzgado de Letras de Coquimbo, Causa Rol C-2017-2025, Liquidador Andres Barreau Velasco. Remate 28 mayo de 2026, a las 13:00 horas en plataforma online www.remateszarate.cl. Bases y antecedentes en www.remateszarate.cl - Garantía 5.560.000.- comisión 2% más IVA. Marco Antonio Zarate Andrade Martillero Publico Rnm 780.	[273, 1658, 476, 1906]
notice-text: tación a la misma. Demás estipulaciones y antecedentes en www.pjud.cl, juicio caratulado 'Banco Santander-Chile con Bustamante Riquelme, Macarena Natalie'. La Secretaria.	[723, 155, 926, 220]
notice-lead: REMATE: TERCER JUZGADO CIVIL	[723, 228, 914, 240]
notice-text: de Santiago , Huérfanos N° 1409, 8° Piso, en causa Rol C-15.671-2024, se rematará por videoconferencia, mediante plataforma Zoom, el 11 de mayo de 2026 a las 13:00 horas, los inmuebles que se individualizan a continuación y que se encuentran ubicados en el 'Edificio Latitud', con acceso por Avenida Ecuador N° 4570, comuna de Estación Central, Región Metropolitana, incluyéndose los derechos en proporción al valor de lo adquirido en los bienes comunes: 1) Departamento 1613 del piso 16, inscrito a fojas 75.746, N° 110.142, del Registro de Propiedad del año 2021 del Conservador Bienes Raíces Santiago; 2) Bodega 127 del primer subterráneo, inscrito a fojas 75.746, N° 110.143, del Registro de Propiedad del año 2021 del Conservador Bienes Raíces Santiago; 3) Bodega 143 del primer sub	[273, 1914, 476, 2201]
notice-lead: REMATE ANTE EL 5° JUZGADO CI	[1398, 1306, 1591, 1319]
classified-notice	[1398, 462, 1612, 1298]
notice-text: Santiago, Huérfanos 1409, 2° Piso, rematará el 20 de mayo de 2026, a las 13:30 horas, Departamento N° 48, ubicado en el segundo piso, y el derecho de uso y goce exclusivo del Estacionamiento N° 108, ubicado en el primer piso, ambos del Condominio Lomas del Sauce I, con acceso por calle Gladys Marín Millie N° 4020, comuna de Coquimbo. Inmueble inscrito a fojas 16.895 número 7918, Registro Propiedad año 2022 Conservador Bienes Raíces de Coquimbo. Mínimo subasta 1.553,6539 UF, más costas judiciales por $ 229.560. La subasta se realizará por videoconferencia, mediante la plataforma Zoom, debiendo contar los interesados con los elementos tecnológicos necesarios, ya sea computador o equipo de telefonía móvil, con cámara y micrófono, y conexión a internet. Postores interesados salvo ejecutante deberán constituir garantía suficiente al menos por el 10% del precio mínimo para la subasta, a través de vale vista endosable a la orden del 4° Juzgado Civil de Santiago, el que deberá ser entregado materialmente en las dependencias del tribunal, hasta las 13:00 horas del día hábil inmediatamente anterior a la fecha fijada para el remate. Además, los interesados deberán enviar al correo electrónico jcsantiago4_remates@pjud.cl copia digitalizada del vale vista y de la cédula de identidad de quien participará en la subasta, indicando su nombre completo, número de teléfono y correo electrónico en el que recibirán el link de acceso virtual, hasta las 14:00 horas del día hábil anterior a la fecha fijada para el remate. El enlace de conexión a la videoconferencia se remitirá solamente a quienes hayan cumplido con la entrega material del vale vista y el envío del correo. No se admitirá a participar como postores a las personas que figuren con inscripción vigente en el Registro Nacional de deudores de Pensiones de alimentos, en calidad de deudor de alimentos. Saldo de precio deberá consignarse mediante consignación en la cuenta corriente del tribunal, dentro de 5° día hábil de efectuado el remate. Bases y demás antecedentes: www.pjud.cl. Consulta de Causas, autos Rol C-15571-2024 caratulados 'Penta Vida con Ramos'. Juicio Hipotecario, Ley de Bancos. Secretaria.	[948, 371, 1151, 1128]
notice-lead: POR RESOLUCIÓN DE 10 DE ABRIL	[1173, 1254, 1376, 1266]
category-label: Remates de propiedades	[1229, 131, 1366, 144]
notice-lead: REMATE: TERCER JUZGADO CIVIL	[273, 1914, 464, 1927]
classified-notice	[48, 1392, 251, 2097]
category-code: 1616	[273, 117, 321, 145]
notice-lead: REMATE: 4° JUZGADO CIVIL SAN	[1173, 436, 1376, 449]
category-label: Remates de propiedades	[104, 131, 241, 144]
newspaper-logo: EL MERCURIO	[48, 76, 192, 98]
classified-notice	[273, 867, 476, 1637]
category-code: 1616	[723, 117, 771, 145]
category-label: Remates de propiedades	[1454, 131, 1591, 144]
column-header	[48, 116, 251, 148]
column-header	[1173, 116, 1376, 148]
category-code: 1616	[1398, 117, 1446, 145]
